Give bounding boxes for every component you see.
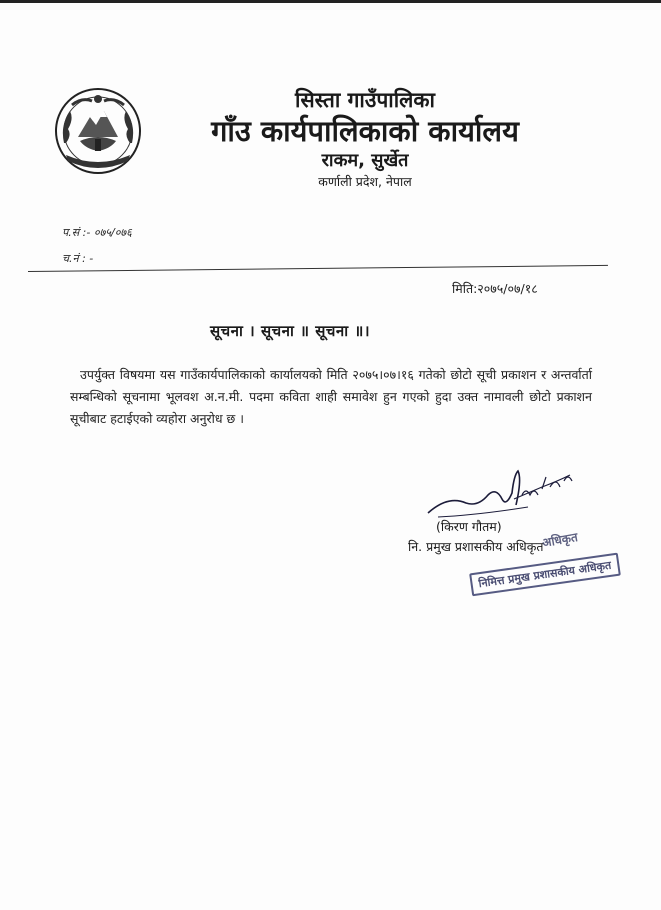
- municipality-name: सिस्ता गाउँपालिका: [295, 88, 435, 112]
- province-country: कर्णाली प्रदेश, नेपाल: [318, 174, 412, 189]
- office-location: राकम, सुर्खेत: [321, 150, 409, 171]
- letter-number: प.सं :- ०७५/०७६: [62, 226, 132, 239]
- notice-body: उपर्युक्त विषयमा यस गाउँकार्यपालिकाको कार्यालयको मिति २०७५।०७।१६ गतेको छोटो सूची प्रकाशन र अन्तर्वार्ता सम्बन्धिको सूचनामा भूलवश अ.न.मी. पदमा कविता शाही समावेश हुन गएको हुदा उक्त नामावली छोटो प्रकाशन सूचीबाट हटाईएको व्यहोरा अनुरोध छ ।: [70, 367, 592, 426]
- notice-date: मिति:२०७५/०७/१८: [452, 281, 538, 296]
- signatory-title: नि. प्रमुख प्रशासकीय अधिकृत: [408, 539, 544, 554]
- nepal-emblem-icon: [52, 85, 144, 177]
- handwritten-signature-icon: [418, 465, 588, 525]
- dispatch-number: च.नं : -: [62, 252, 94, 265]
- official-stamp: निमित्त प्रमुख प्रशासकीय अधिकृत: [469, 553, 620, 597]
- stamp-overprint: अधिकृत: [541, 529, 579, 550]
- office-header: [150, 87, 580, 191]
- notice-heading: सूचना । सूचना ॥ सूचना ॥।: [209, 322, 371, 340]
- office-name: गाँउ कार्यपालिकाको कार्यालय: [211, 114, 519, 148]
- signatory-name: (किरण गौतम): [436, 519, 502, 534]
